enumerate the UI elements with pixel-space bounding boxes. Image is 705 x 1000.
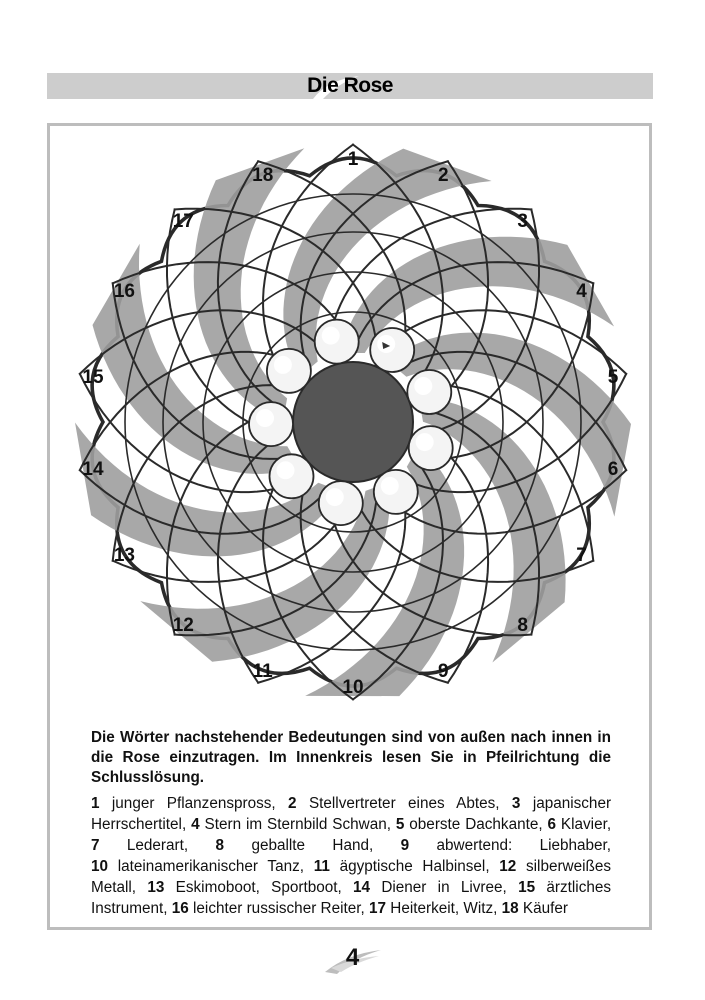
clue-number: 1	[91, 795, 100, 812]
clue-text: Heiterkeit, Witz,	[390, 900, 498, 917]
clue-text: ägyptische Halbinsel,	[339, 858, 490, 875]
petal-number-10: 10	[342, 677, 364, 698]
solution-circle-highlight	[256, 409, 274, 427]
petal-number-1: 1	[347, 149, 359, 170]
clue-1	[91, 795, 276, 812]
petal-number-5: 5	[607, 367, 619, 389]
petal-number-17: 17	[172, 210, 194, 232]
clue-number: 6	[547, 816, 557, 833]
clue-number: 11	[313, 858, 330, 875]
solution-circle-highlight	[326, 488, 344, 506]
petal-number-12: 12	[172, 615, 194, 637]
clue-6	[548, 816, 612, 833]
clue-number: 13	[147, 879, 165, 896]
petal-number-4: 4	[576, 281, 587, 302]
petal-number-11: 11	[252, 661, 273, 683]
clue-text: geballte Hand,	[251, 837, 374, 854]
clue-text: Klavier,	[560, 816, 612, 833]
clue-number: 12	[499, 858, 517, 875]
solution-circle-highlight	[381, 477, 399, 495]
clue-text: silberweißes Metall,	[91, 858, 612, 896]
rose-grid	[75, 144, 631, 700]
clue-4	[191, 816, 391, 833]
clue-11	[314, 858, 490, 875]
clue-number: 7	[91, 837, 100, 854]
clue-18	[502, 900, 568, 917]
clue-14	[353, 879, 507, 896]
clue-8	[216, 837, 374, 854]
clue-5	[396, 816, 543, 833]
solution-circle-highlight	[416, 433, 434, 451]
clue-7	[91, 837, 188, 854]
clue-text: lateinamerikanischer Tanz,	[117, 858, 304, 875]
clue-10	[91, 858, 304, 875]
petal-number-2: 2	[438, 164, 449, 186]
petal-number-8: 8	[517, 615, 528, 637]
petal-number-14: 14	[82, 458, 104, 480]
petal-number-3: 3	[517, 210, 528, 232]
clue-2	[288, 795, 499, 812]
clue-number: 3	[511, 795, 521, 812]
clue-number: 14	[353, 879, 371, 896]
petal-number-13: 13	[113, 545, 135, 566]
clue-text: Eskimoboot, Sportboot,	[175, 879, 342, 896]
instructions: Die Wörter nachstehender Bedeutungen sind von außen nach innen in die Rose einzutragen. Im Innenkreis lesen Sie in Pfeilrichtung die Schlusslösung.	[91, 729, 611, 786]
clue-text: Stellvertreter eines Abtes,	[308, 795, 500, 812]
solution-circle-highlight	[414, 377, 432, 395]
clue-text: ärztliches Instrument,	[91, 879, 612, 917]
clue-number: 16	[171, 900, 189, 917]
clue-text: Lederart,	[126, 837, 189, 854]
clue-number: 4	[191, 816, 200, 833]
solution-circle-highlight	[322, 327, 340, 345]
clue-text: Stern im Sternbild Schwan,	[204, 816, 391, 833]
petal-number-15: 15	[82, 367, 104, 389]
clue-number: 5	[395, 816, 405, 833]
clue-list	[91, 793, 611, 919]
clue-9	[401, 837, 611, 854]
clue-16	[172, 900, 365, 917]
page-number: 4	[345, 944, 360, 971]
clue-number: 17	[369, 900, 387, 917]
clue-number: 9	[400, 837, 410, 854]
clue-text: japanischer Herrschertitel,	[91, 795, 612, 833]
clue-number: 8	[215, 837, 225, 854]
solution-circle-highlight	[277, 461, 295, 479]
page-title: Die Rose	[307, 74, 393, 97]
clue-number: 10	[91, 858, 109, 875]
petal-number-18: 18	[252, 164, 274, 186]
clue-text: Käufer	[522, 900, 568, 917]
petal-number-16: 16	[113, 281, 135, 302]
clue-13	[147, 879, 341, 896]
clue-number: 18	[501, 900, 519, 917]
clue-text: Diener in Livree,	[381, 879, 507, 896]
clue-number: 15	[518, 879, 536, 896]
petal-number-7: 7	[576, 545, 587, 566]
petal-number-9: 9	[438, 661, 449, 683]
clue-17	[369, 900, 497, 917]
clue-text: junger Pflanzenspross,	[111, 795, 276, 812]
center-disc	[293, 362, 413, 482]
clue-text: oberste Dachkante,	[409, 816, 543, 833]
solution-circle-highlight	[274, 356, 292, 374]
clue-text: abwertend: Liebhaber,	[436, 837, 612, 854]
clue-number: 2	[288, 795, 297, 812]
clue-text: leichter russischer Reiter,	[193, 900, 365, 917]
petal-number-6: 6	[607, 458, 619, 480]
